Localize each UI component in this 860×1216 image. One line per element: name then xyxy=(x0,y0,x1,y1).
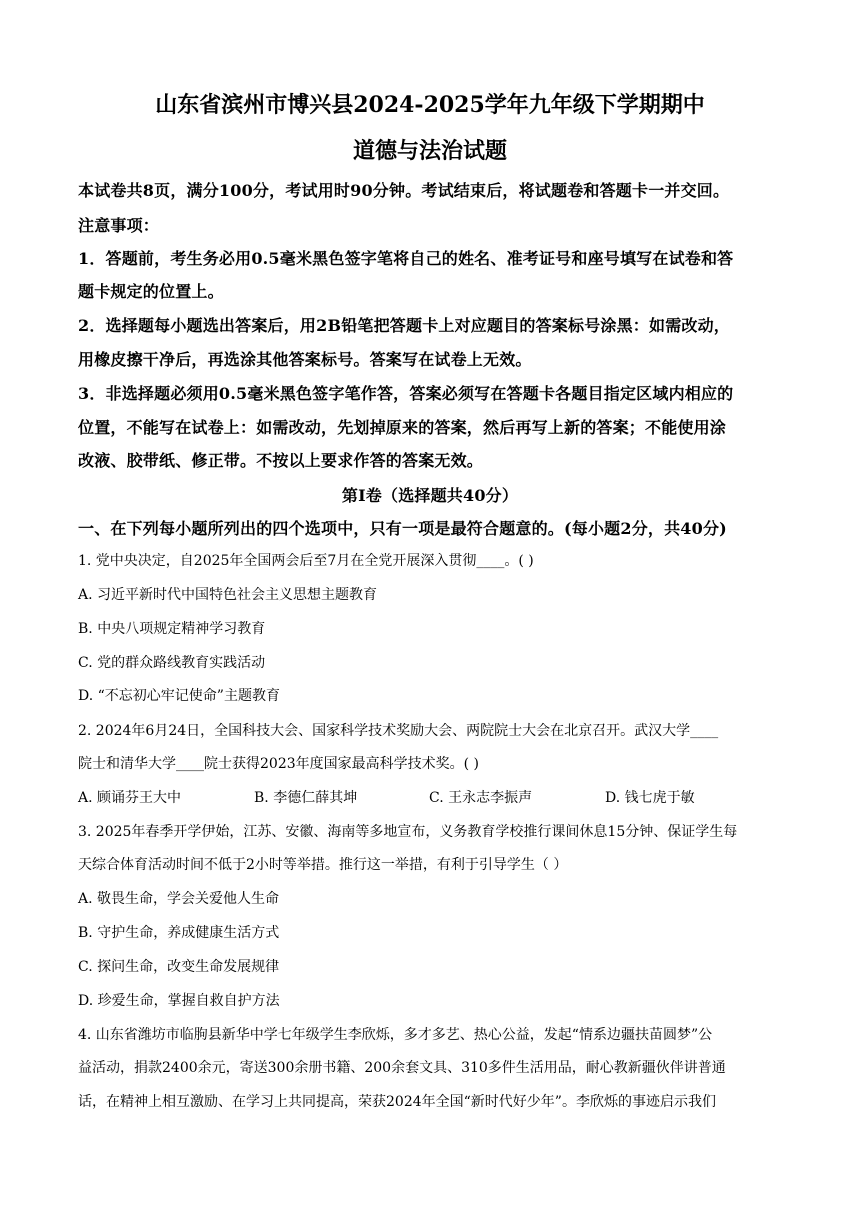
note-line: 3．非选择题必须用0.5毫米黑色签字笔作答，答案必须写在答题卡各题目指定区域内相应的 xyxy=(78,384,734,403)
exam-subject-title: 道德与法治试题 xyxy=(352,138,507,164)
section-title: 第Ⅰ卷（选择题共40分） xyxy=(341,486,519,505)
note-line: 2．选择题每小题选出答案后，用2B铅笔把答题卡上对应题目的答案标号涂黑：如需改动， xyxy=(78,316,730,335)
question-stem: 1. 党中央决定，自2025年全国两会后至7月在全党开展深入贯彻____。( ) xyxy=(78,553,534,569)
exam-title: 山东省滨州市博兴县2024-2025学年九年级下学期期中 xyxy=(155,92,705,118)
question-stem: 天综合体育活动时间不低于2小时等举措。推行这一举措，有利于引导学生（ ） xyxy=(78,857,568,873)
question-option: C. 王永志李振声 xyxy=(429,790,533,806)
question-option: B. 李德仁薛其坤 xyxy=(254,790,358,806)
question-option: D. “不忘初心牢记使命”主题教育 xyxy=(78,688,280,704)
question-option: A. 敬畏生命，学会关爱他人生命 xyxy=(78,891,280,907)
note-line: 用橡皮擦干净后，再选涂其他答案标号。答案写在试卷上无效。 xyxy=(78,350,532,369)
question-option: B. 守护生命，养成健康生活方式 xyxy=(78,925,280,941)
note-line: 改液、胶带纸、修正带。不按以上要求作答的答案无效。 xyxy=(78,451,484,470)
question-stem: 院士和清华大学____院士获得2023年度国家最高科学技术奖。( ) xyxy=(78,756,480,772)
question-option: D. 钱七虎于敏 xyxy=(605,790,695,806)
question-option: C. 党的群众路线教育实践活动 xyxy=(78,655,266,671)
notes-heading: 注意事项： xyxy=(78,216,160,235)
section-instruction: 一、在下列每小题所列出的四个选项中，只有一项是最符合题意的。(每小题2分，共40分) xyxy=(78,519,727,538)
note-line: 位置，不能写在试卷上：如需改动，先划掉原来的答案，然后再写上新的答案；不能使用涂 xyxy=(78,418,727,437)
question-stem: 2. 2024年6月24日，全国科技大会、国家科学技术奖励大会、两院院士大会在北京召开。武汉大学____ xyxy=(78,723,719,739)
question-option: A. 顾诵芬王大中 xyxy=(78,790,182,806)
question-stem: 3. 2025年春季开学伊始，江苏、安徽、海南等多地宣布，义务教育学校推行课间休息15分钟、保证学生每 xyxy=(78,824,738,840)
question-option: A. 习近平新时代中国特色社会主义思想主题教育 xyxy=(78,587,378,603)
question-stem: 话，在精神上相互激励、在学习上共同提高，荣获2024年全国“新时代好少年”。李欣烁的事迹启示我们 xyxy=(78,1094,716,1110)
question-stem: 益活动，捐款2400余元，寄送300余册书籍、200余套文具、310多件生活用品，耐心教新疆伙伴讲普通 xyxy=(78,1060,726,1076)
question-option: C. 探问生命，改变生命发展规律 xyxy=(78,959,280,975)
exam-intro: 本试卷共8页，满分100分，考试用时90分钟。考试结束后，将试题卷和答题卡一并交回。 xyxy=(78,181,730,200)
question-option: B. 中央八项规定精神学习教育 xyxy=(78,621,266,637)
note-line: 1．答题前，考生务必用0.5毫米黑色签字笔将自己的姓名、准考证号和座号填写在试卷和答 xyxy=(78,249,734,268)
question-option: D. 珍爱生命，掌握自救自护方法 xyxy=(78,993,280,1009)
note-line: 题卡规定的位置上。 xyxy=(78,282,224,301)
question-stem: 4. 山东省潍坊市临朐县新华中学七年级学生李欣烁，多才多艺、热心公益，发起“情系边疆扶苗圆梦”公 xyxy=(78,1027,713,1043)
